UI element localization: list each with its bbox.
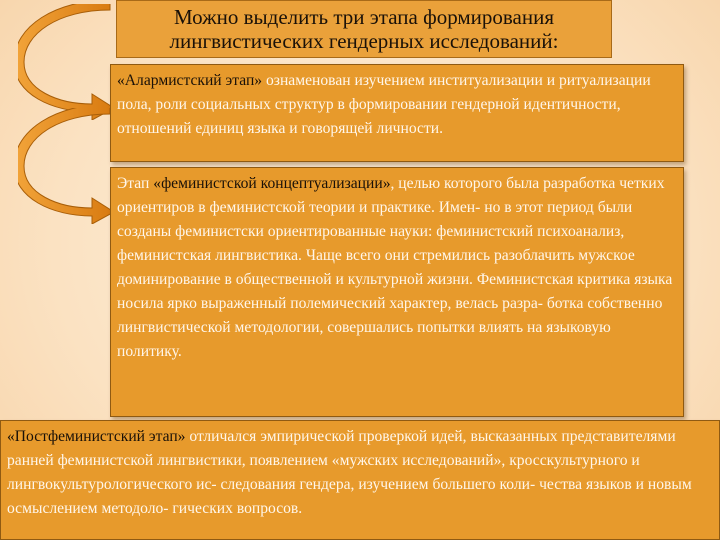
stage-1-term: «Алармистский этап» (117, 72, 263, 89)
stage-3-term: «Постфеминистский этап» (7, 428, 186, 445)
title-line-1: Можно выделить три этапа формирования (173, 5, 554, 29)
page-title (116, 0, 612, 58)
stage-1-text: ознаменован изучением институализации и ритуализации пола, роли социальных структур в формировании гендерной идентичности, отношений единиц языка и говорящей личности. (117, 72, 651, 137)
curved-arrow-icon (18, 4, 118, 120)
stage-2-text: , целью которого была разработка четких ориентиров в феминистской теории и практике. Имен- но в этот период были созданы феминистски ориентированные науки: феминистский психоанализ, феминистская лингвистика. Чаще всего они стремились разоблачить мужское доминирование в общественной и культурной жизни. Феминистская критика языка носила ярко выраженный полемический характер, велась разра- ботка собственно лингвистической методологии, совершались попытки влиять на языковую политику. (117, 175, 673, 360)
stage-3-box (0, 420, 720, 540)
stage-2-prefix: Этап (117, 175, 154, 192)
stage-1-box (110, 64, 684, 162)
stage-2-term: «феминистской концептуализации» (153, 175, 391, 192)
stage-3-text: отличался эмпирической проверкой идей, высказанных представителями ранней феминистской лингвистики, появлением «мужских исследований», кросскультурного и лингвокультурологического ис- следования гендера, изучением большего коли- чества языков и новым осмыслением методоло- гических вопросов. (7, 428, 692, 517)
title-line-2: лингвистических гендерных исследований: (169, 29, 559, 53)
curved-arrow-icon (18, 108, 118, 224)
stage-2-box (110, 167, 684, 417)
